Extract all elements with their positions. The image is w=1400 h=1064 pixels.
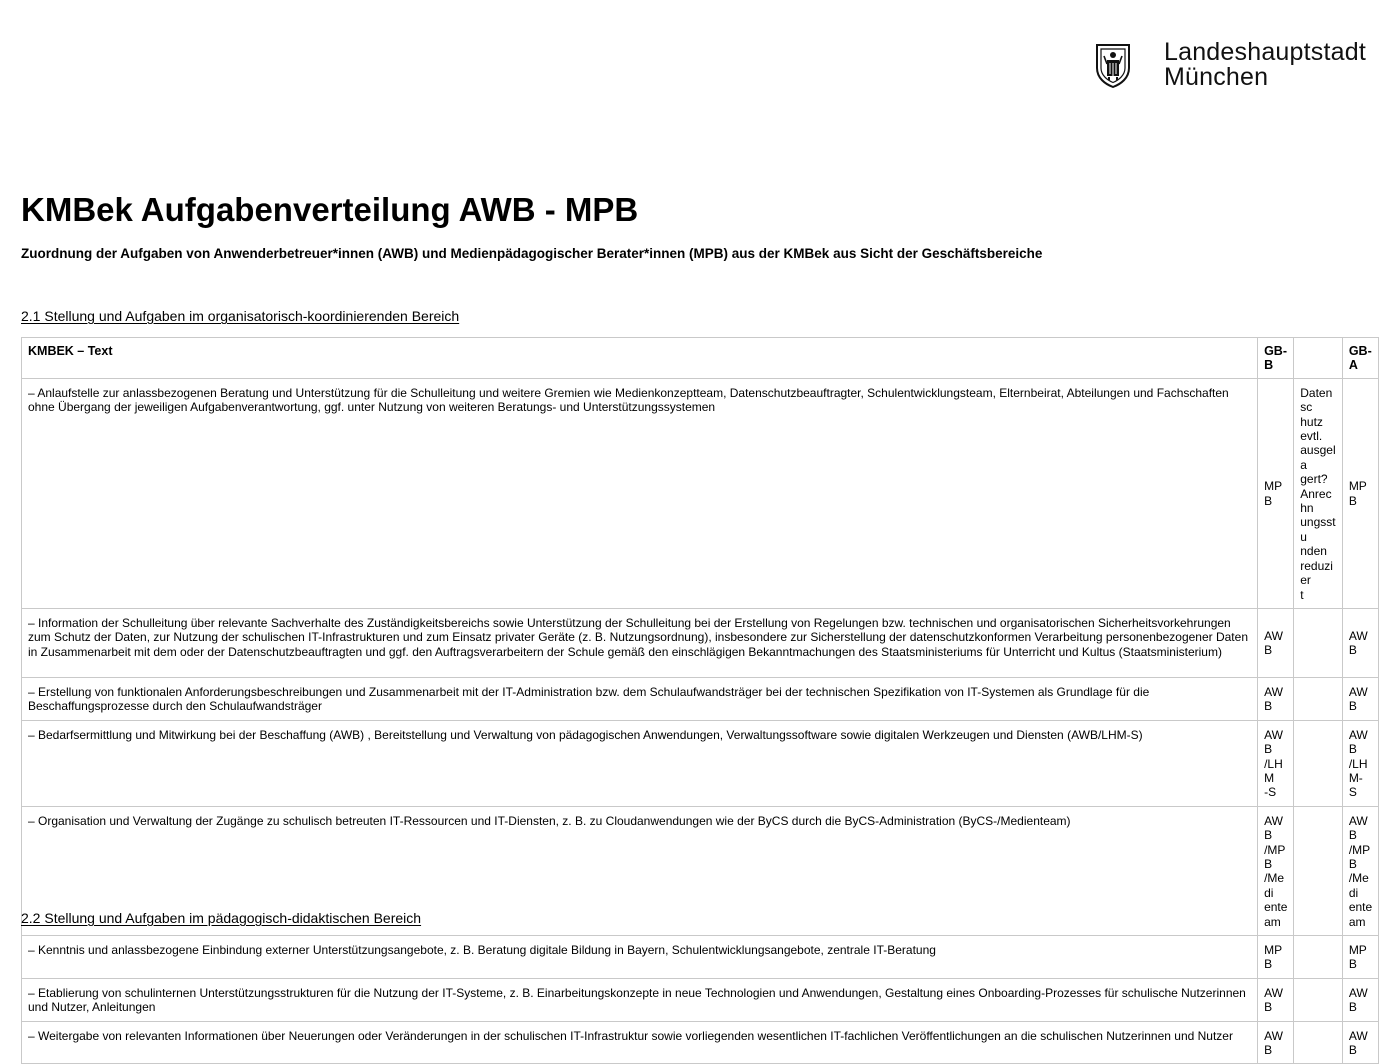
gb-b-value [1258, 936, 1294, 979]
note-cell [1294, 720, 1343, 806]
table-row [22, 378, 1379, 608]
gb-b-value [1258, 677, 1294, 720]
table-row [22, 1021, 1379, 1064]
gb-a-label: MPB [1348, 479, 1367, 508]
task-text: – Erstellung von funktionalen Anforderungsbeschreibungen und Zusammenarbeit mit der IT-Administration bzw. dem Schulaufwandsträger bei der technischen Spezifikation von IT-Systemen als Grundlage für die Beschaffungsprozesse durch den Schulaufwandsträger [22, 677, 1258, 720]
table-row [22, 677, 1379, 720]
gb-b-label: AWB [1264, 985, 1283, 1015]
column-header-text: KMBEK – Text [22, 338, 1258, 379]
gb-b-value [1258, 608, 1294, 677]
gb-a-label: AWB [1348, 684, 1368, 714]
table-row [22, 936, 1379, 979]
table-row [22, 608, 1379, 677]
table-row [22, 720, 1379, 806]
note-cell [1294, 677, 1343, 720]
org-name-line1: Landeshauptstadt [1164, 38, 1366, 66]
gb-b-value [1258, 1021, 1294, 1064]
gb-b-label: AWB [1264, 629, 1283, 658]
gb-a-value [1342, 806, 1378, 935]
task-text: – Anlaufstelle zur anlassbezogenen Beratung und Unterstützung für die Schulleitung und weitere Gremien wie Medienkonzeptteam, Datenschutzbeauftragter, Schulentwicklungsteam, Elternbeirat, Abteilungen und Fachschaften ohne Übergang der jeweiligen Aufgabenverantwortung, ggf. unter Nutzung von weiteren Beratungs- und Unterstützungssystemen [22, 378, 1258, 608]
gb-a-value [1342, 608, 1378, 677]
gb-b-label: AWB /LHM -S [1264, 727, 1283, 800]
section-heading-2-1: 2.1 Stellung und Aufgaben im organisatorisch-koordinierenden Bereich [21, 308, 460, 324]
note-cell [1294, 978, 1343, 1021]
gb-a-label: MPB [1348, 943, 1367, 972]
column-header-gb-a: GB-A [1342, 338, 1378, 379]
gb-b-label: AWB /MPB /Medi enteam [1264, 813, 1288, 929]
gb-b-label: AWB [1264, 684, 1283, 714]
task-text: – Information der Schulleitung über relevante Sachverhalte des Zuständigkeitsbereichs sowie Unterstützung der Schulleitung bei der Erstellung von Regelungen bzw. technischen und organisatorischen Sicherheitsvorkehrungen zum Schutz der Daten, zur Nutzung der schulischen IT-Infrastrukturen und zum Einsatz privater Geräte (z. B. Nutzungsordnung), insbesondere zur Sicherstellung der datenschutzkonformen Verarbeitung personenbezogener Daten in Zusammenarbeit mit dem oder der Datenschutzbeauftragten und ggf. den Auftragsverarbeitern der Schule gemäß den einschlägigen Bekanntmachungen des Staatsministeriums für Unterricht und Kultus (Staatsministerium) [22, 608, 1258, 677]
org-name [1164, 40, 1366, 90]
task-text: – Kenntnis und anlassbezogene Einbindung externer Unterstützungsangebote, z. B. Beratung digitale Bildung in Bayern, Schulentwicklungsangebote, zentrale IT-Beratung [22, 936, 1258, 979]
gb-a-value [1342, 720, 1378, 806]
note-cell [1294, 1021, 1343, 1064]
task-table [21, 337, 1379, 1064]
task-text: – Weitergabe von relevanten Informationen über Neuerungen oder Veränderungen in der schulischen IT-Infrastruktur sowie vorliegenden wesentlichen IT-fachlichen Veröffentlichungen an die schulischen Nutzerinnen und Nutzer [22, 1021, 1258, 1064]
table-header-row [22, 338, 1379, 379]
page-subtitle: Zuordnung der Aufgaben von Anwenderbetreuer*innen (AWB) und Medienpädagogischer Berater*innen (MPB) aus der KMBek aus Sicht der Geschäftsbereiche [21, 246, 1043, 261]
task-text: – Organisation und Verwaltung der Zugänge zu schulisch betreuten IT-Ressourcen und IT-Diensten, z. B. zu Cloudanwendungen wie der ByCS durch die ByCS-Administration (ByCS-/Medienteam) [22, 806, 1258, 935]
gb-b-label: MPB [1264, 479, 1283, 508]
column-header-gb-b: GB-B [1258, 338, 1294, 379]
gb-b-value [1258, 378, 1294, 608]
org-name-line2: München [1164, 63, 1269, 91]
note-cell [1294, 806, 1343, 935]
gb-b-label: MPB [1264, 943, 1283, 972]
gb-a-value [1342, 1021, 1378, 1064]
city-logo [1094, 40, 1374, 92]
gb-a-value [1342, 378, 1378, 608]
note-cell [1294, 936, 1343, 979]
gb-a-label: AWB [1348, 1028, 1368, 1058]
gb-b-value [1258, 978, 1294, 1021]
gb-a-label: AWB [1348, 629, 1368, 658]
page-title: KMBek Aufgabenverteilung AWB - MPB [21, 191, 639, 228]
table-row [22, 978, 1379, 1021]
column-header-note [1294, 338, 1343, 379]
note-cell [1294, 608, 1343, 677]
gb-a-label: AWB /MPB /Medi enteam [1348, 813, 1373, 929]
gb-b-value [1258, 720, 1294, 806]
munich-crest-icon [1094, 42, 1132, 88]
gb-b-value [1258, 806, 1294, 935]
gb-a-value [1342, 677, 1378, 720]
task-text: – Etablierung von schulinternen Unterstützungsstrukturen für die Nutzung der IT-Systeme, z. B. Einarbeitungskonzepte in neue Technologien und Anwendungen, Gestaltung eines Onboarding-Prozesses für schulische Nutzerinnen und Nutzer, Anleitungen [22, 978, 1258, 1021]
note-cell: Datensc hutz evtl. ausgela gert? Anrechn ungsstu nden reduzier t [1294, 378, 1343, 608]
gb-b-label: AWB [1264, 1028, 1283, 1058]
gb-a-value [1342, 978, 1378, 1021]
section-heading-2-2: 2.2 Stellung und Aufgaben im pädagogisch-didaktischen Bereich [21, 910, 422, 926]
gb-a-value [1342, 936, 1378, 979]
task-text: – Bedarfsermittlung und Mitwirkung bei der Beschaffung (AWB) , Bereitstellung und Verwaltung von pädagogischen Anwendungen, Verwaltungssoftware sowie digitalen Werkzeugen und Diensten (AWB/LHM-S) [22, 720, 1258, 806]
gb-a-label: AWB /LHM- S [1348, 727, 1368, 800]
gb-a-label: AWB [1348, 985, 1368, 1015]
